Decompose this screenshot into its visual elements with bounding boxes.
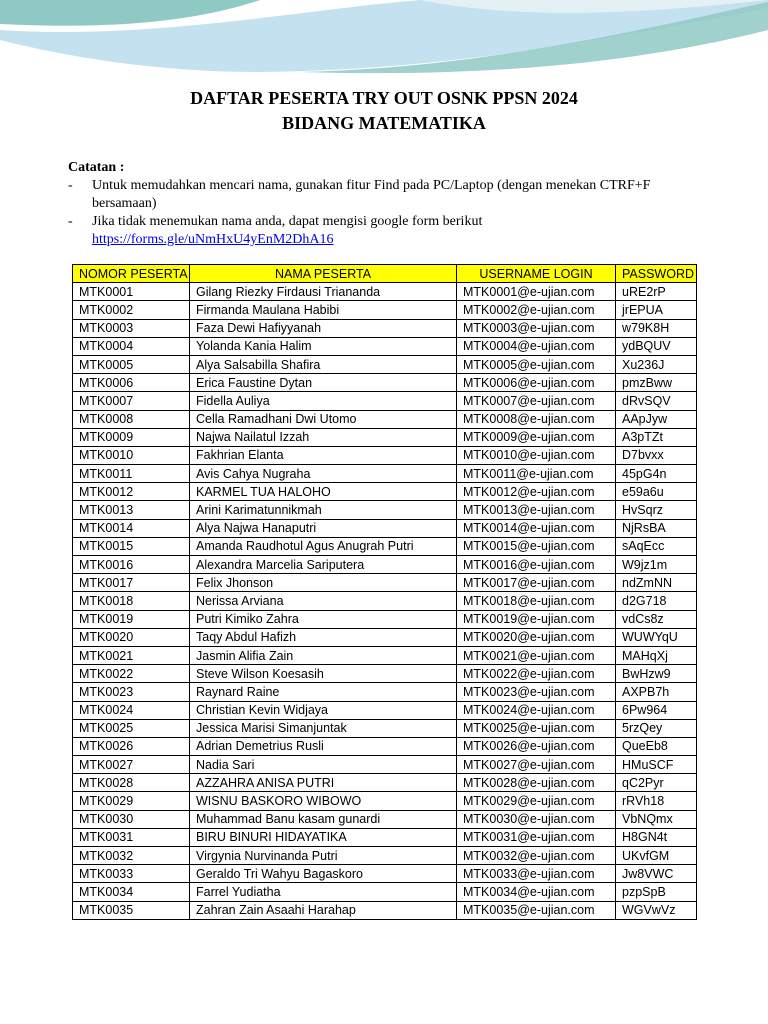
participant-table <box>72 264 697 920</box>
table-row <box>73 610 697 628</box>
cell-password: WUWYqU <box>616 628 697 646</box>
table-row <box>73 901 697 919</box>
cell-nomor: MTK0005 <box>73 355 190 373</box>
cell-nama: Cella Ramadhani Dwi Utomo <box>190 410 457 428</box>
table-row <box>73 301 697 319</box>
cell-password: vdCs8z <box>616 610 697 628</box>
cell-nomor: MTK0004 <box>73 337 190 355</box>
table-row <box>73 465 697 483</box>
table-row <box>73 537 697 555</box>
page-title: DAFTAR PESERTA TRY OUT OSNK PPSN 2024 <box>190 88 578 108</box>
cell-nama: KARMEL TUA HALOHO <box>190 483 457 501</box>
cell-username: MTK0034@e-ujian.com <box>457 883 616 901</box>
table-row <box>73 483 697 501</box>
table-row <box>73 446 697 464</box>
cell-nama: Farrel Yudiatha <box>190 883 457 901</box>
table-row <box>73 719 697 737</box>
cell-password: sAqEcc <box>616 537 697 555</box>
cell-username: MTK0022@e-ujian.com <box>457 665 616 683</box>
cell-password: W9jz1m <box>616 556 697 574</box>
cell-nama: Fidella Auliya <box>190 392 457 410</box>
cell-nomor: MTK0008 <box>73 410 190 428</box>
table-row <box>73 283 697 301</box>
cell-nama: Gilang Riezky Firdausi Triananda <box>190 283 457 301</box>
table-row <box>73 337 697 355</box>
cell-username: MTK0002@e-ujian.com <box>457 301 616 319</box>
table-row <box>73 428 697 446</box>
cell-nomor: MTK0006 <box>73 374 190 392</box>
table-row <box>73 628 697 646</box>
cell-username: MTK0032@e-ujian.com <box>457 847 616 865</box>
table-row <box>73 774 697 792</box>
cell-password: pzpSpB <box>616 883 697 901</box>
cell-nama: Adrian Demetrius Rusli <box>190 737 457 755</box>
cell-nama: Muhammad Banu kasam gunardi <box>190 810 457 828</box>
cell-username: MTK0023@e-ujian.com <box>457 683 616 701</box>
cell-password: A3pTZt <box>616 428 697 446</box>
cell-nomor: MTK0017 <box>73 574 190 592</box>
cell-nomor: MTK0027 <box>73 756 190 774</box>
table-row <box>73 737 697 755</box>
cell-username: MTK0029@e-ujian.com <box>457 792 616 810</box>
cell-nama: Raynard Raine <box>190 683 457 701</box>
cell-password: 5rzQey <box>616 719 697 737</box>
note-item <box>68 177 708 213</box>
cell-username: MTK0021@e-ujian.com <box>457 646 616 664</box>
cell-nomor: MTK0018 <box>73 592 190 610</box>
cell-username: MTK0020@e-ujian.com <box>457 628 616 646</box>
cell-nomor: MTK0030 <box>73 810 190 828</box>
table-row <box>73 883 697 901</box>
column-header-password: PASSWORD <box>616 265 697 283</box>
column-header-nomor: NOMOR PESERTA <box>73 265 190 283</box>
cell-username: MTK0015@e-ujian.com <box>457 537 616 555</box>
table-row <box>73 355 697 373</box>
cell-username: MTK0033@e-ujian.com <box>457 865 616 883</box>
cell-nama: AZZAHRA ANISA PUTRI <box>190 774 457 792</box>
cell-username: MTK0007@e-ujian.com <box>457 392 616 410</box>
cell-password: pmzBww <box>616 374 697 392</box>
cell-password: d2G718 <box>616 592 697 610</box>
cell-nama: WISNU BASKORO WIBOWO <box>190 792 457 810</box>
table-row <box>73 701 697 719</box>
table-row <box>73 374 697 392</box>
table-header-row <box>73 265 697 283</box>
cell-nama: Amanda Raudhotul Agus Anugrah Putri <box>190 537 457 555</box>
table-row <box>73 810 697 828</box>
cell-nama: Nadia Sari <box>190 756 457 774</box>
cell-password: NjRsBA <box>616 519 697 537</box>
cell-password: qC2Pyr <box>616 774 697 792</box>
table-row <box>73 847 697 865</box>
cell-nomor: MTK0016 <box>73 556 190 574</box>
cell-nomor: MTK0013 <box>73 501 190 519</box>
page-subtitle: BIDANG MATEMATIKA <box>282 113 486 133</box>
cell-nama: Putri Kimiko Zahra <box>190 610 457 628</box>
cell-password: D7bvxx <box>616 446 697 464</box>
cell-nomor: MTK0023 <box>73 683 190 701</box>
cell-nomor: MTK0003 <box>73 319 190 337</box>
cell-username: MTK0003@e-ujian.com <box>457 319 616 337</box>
cell-nomor: MTK0025 <box>73 719 190 737</box>
cell-password: ndZmNN <box>616 574 697 592</box>
table-row <box>73 865 697 883</box>
cell-password: BwHzw9 <box>616 665 697 683</box>
cell-nama: Christian Kevin Widjaya <box>190 701 457 719</box>
cell-nomor: MTK0009 <box>73 428 190 446</box>
cell-username: MTK0006@e-ujian.com <box>457 374 616 392</box>
cell-password: dRvSQV <box>616 392 697 410</box>
cell-nama: Felix Jhonson <box>190 574 457 592</box>
table-row <box>73 410 697 428</box>
cell-password: uRE2rP <box>616 283 697 301</box>
cell-nomor: MTK0011 <box>73 465 190 483</box>
cell-nama: Yolanda Kania Halim <box>190 337 457 355</box>
cell-nama: Jessica Marisi Simanjuntak <box>190 719 457 737</box>
cell-nomor: MTK0028 <box>73 774 190 792</box>
cell-nomor: MTK0012 <box>73 483 190 501</box>
cell-nama: Faza Dewi Hafiyyanah <box>190 319 457 337</box>
cell-username: MTK0017@e-ujian.com <box>457 574 616 592</box>
table-row <box>73 392 697 410</box>
cell-nomor: MTK0007 <box>73 392 190 410</box>
table-row <box>73 574 697 592</box>
cell-username: MTK0031@e-ujian.com <box>457 828 616 846</box>
table-row <box>73 665 697 683</box>
cell-username: MTK0008@e-ujian.com <box>457 410 616 428</box>
cell-nama: Avis Cahya Nugraha <box>190 465 457 483</box>
cell-nama: Alya Salsabilla Shafira <box>190 355 457 373</box>
notes-section <box>68 159 708 249</box>
cell-password: Xu236J <box>616 355 697 373</box>
cell-username: MTK0016@e-ujian.com <box>457 556 616 574</box>
cell-password: e59a6u <box>616 483 697 501</box>
table-row <box>73 592 697 610</box>
cell-password: jrEPUA <box>616 301 697 319</box>
cell-nama: Fakhrian Elanta <box>190 446 457 464</box>
cell-nomor: MTK0014 <box>73 519 190 537</box>
cell-nama: Alya Najwa Hanaputri <box>190 519 457 537</box>
cell-username: MTK0027@e-ujian.com <box>457 756 616 774</box>
note-bullet: - <box>68 178 73 193</box>
cell-username: MTK0012@e-ujian.com <box>457 483 616 501</box>
cell-nama: Geraldo Tri Wahyu Bagaskoro <box>190 865 457 883</box>
cell-password: ydBQUV <box>616 337 697 355</box>
cell-nama: BIRU BINURI HIDAYATIKA <box>190 828 457 846</box>
cell-password: HMuSCF <box>616 756 697 774</box>
cell-nama: Najwa Nailatul Izzah <box>190 428 457 446</box>
cell-username: MTK0024@e-ujian.com <box>457 701 616 719</box>
cell-password: WGVwVz <box>616 901 697 919</box>
cell-password: MAHqXj <box>616 646 697 664</box>
table-row <box>73 792 697 810</box>
cell-password: 45pG4n <box>616 465 697 483</box>
cell-nama: Arini Karimatunnikmah <box>190 501 457 519</box>
cell-username: MTK0030@e-ujian.com <box>457 810 616 828</box>
cell-username: MTK0011@e-ujian.com <box>457 465 616 483</box>
cell-nomor: MTK0022 <box>73 665 190 683</box>
cell-username: MTK0004@e-ujian.com <box>457 337 616 355</box>
cell-username: MTK0018@e-ujian.com <box>457 592 616 610</box>
table-row <box>73 556 697 574</box>
table-row <box>73 519 697 537</box>
cell-nomor: MTK0029 <box>73 792 190 810</box>
cell-username: MTK0035@e-ujian.com <box>457 901 616 919</box>
note-item <box>68 213 708 249</box>
table-row <box>73 828 697 846</box>
cell-password: rRVh18 <box>616 792 697 810</box>
cell-username: MTK0025@e-ujian.com <box>457 719 616 737</box>
column-header-nama: NAMA PESERTA <box>190 265 457 283</box>
cell-nama: Virgynia Nurvinanda Putri <box>190 847 457 865</box>
header-wave-decoration <box>0 0 768 80</box>
note-bullet: - <box>68 214 73 229</box>
cell-password: Jw8VWC <box>616 865 697 883</box>
cell-nomor: MTK0026 <box>73 737 190 755</box>
cell-nomor: MTK0015 <box>73 537 190 555</box>
cell-password: HvSqrz <box>616 501 697 519</box>
cell-username: MTK0010@e-ujian.com <box>457 446 616 464</box>
table-row <box>73 646 697 664</box>
cell-nama: Nerissa Arviana <box>190 592 457 610</box>
cell-nomor: MTK0010 <box>73 446 190 464</box>
cell-username: MTK0009@e-ujian.com <box>457 428 616 446</box>
cell-nama: Zahran Zain Asaahi Harahap <box>190 901 457 919</box>
note-text: Jika tidak menemukan nama anda, dapat mengisi google form berikut <box>92 214 483 229</box>
cell-password: AXPB7h <box>616 683 697 701</box>
cell-password: QueEb8 <box>616 737 697 755</box>
cell-nama: Jasmin Alifia Zain <box>190 646 457 664</box>
cell-username: MTK0005@e-ujian.com <box>457 355 616 373</box>
cell-password: UKvfGM <box>616 847 697 865</box>
cell-nama: Firmanda Maulana Habibi <box>190 301 457 319</box>
cell-nomor: MTK0024 <box>73 701 190 719</box>
cell-nama: Erica Faustine Dytan <box>190 374 457 392</box>
cell-nomor: MTK0033 <box>73 865 190 883</box>
table-row <box>73 683 697 701</box>
table-row <box>73 756 697 774</box>
cell-password: VbNQmx <box>616 810 697 828</box>
cell-nama: Alexandra Marcelia Sariputera <box>190 556 457 574</box>
cell-nama: Taqy Abdul Hafizh <box>190 628 457 646</box>
cell-password: 6Pw964 <box>616 701 697 719</box>
cell-nomor: MTK0032 <box>73 847 190 865</box>
cell-username: MTK0026@e-ujian.com <box>457 737 616 755</box>
table-row <box>73 319 697 337</box>
cell-nomor: MTK0020 <box>73 628 190 646</box>
cell-username: MTK0019@e-ujian.com <box>457 610 616 628</box>
cell-nomor: MTK0021 <box>73 646 190 664</box>
cell-nama: Steve Wilson Koesasih <box>190 665 457 683</box>
cell-nomor: MTK0001 <box>73 283 190 301</box>
cell-password: w79K8H <box>616 319 697 337</box>
notes-heading: Catatan : <box>68 160 125 175</box>
cell-username: MTK0013@e-ujian.com <box>457 501 616 519</box>
cell-password: AApJyw <box>616 410 697 428</box>
cell-nomor: MTK0031 <box>73 828 190 846</box>
cell-nomor: MTK0002 <box>73 301 190 319</box>
cell-nomor: MTK0035 <box>73 901 190 919</box>
cell-nomor: MTK0019 <box>73 610 190 628</box>
cell-password: H8GN4t <box>616 828 697 846</box>
table-row <box>73 501 697 519</box>
cell-username: MTK0014@e-ujian.com <box>457 519 616 537</box>
column-header-username: USERNAME LOGIN <box>457 265 616 283</box>
cell-username: MTK0028@e-ujian.com <box>457 774 616 792</box>
note-text: Untuk memudahkan mencari nama, gunakan fitur Find pada PC/Laptop (dengan menekan CTRF+F bersamaan) <box>92 178 651 211</box>
cell-username: MTK0001@e-ujian.com <box>457 283 616 301</box>
cell-nomor: MTK0034 <box>73 883 190 901</box>
google-form-link[interactable]: https://forms.gle/uNmHxU4yEnM2DhA16 <box>92 232 334 247</box>
